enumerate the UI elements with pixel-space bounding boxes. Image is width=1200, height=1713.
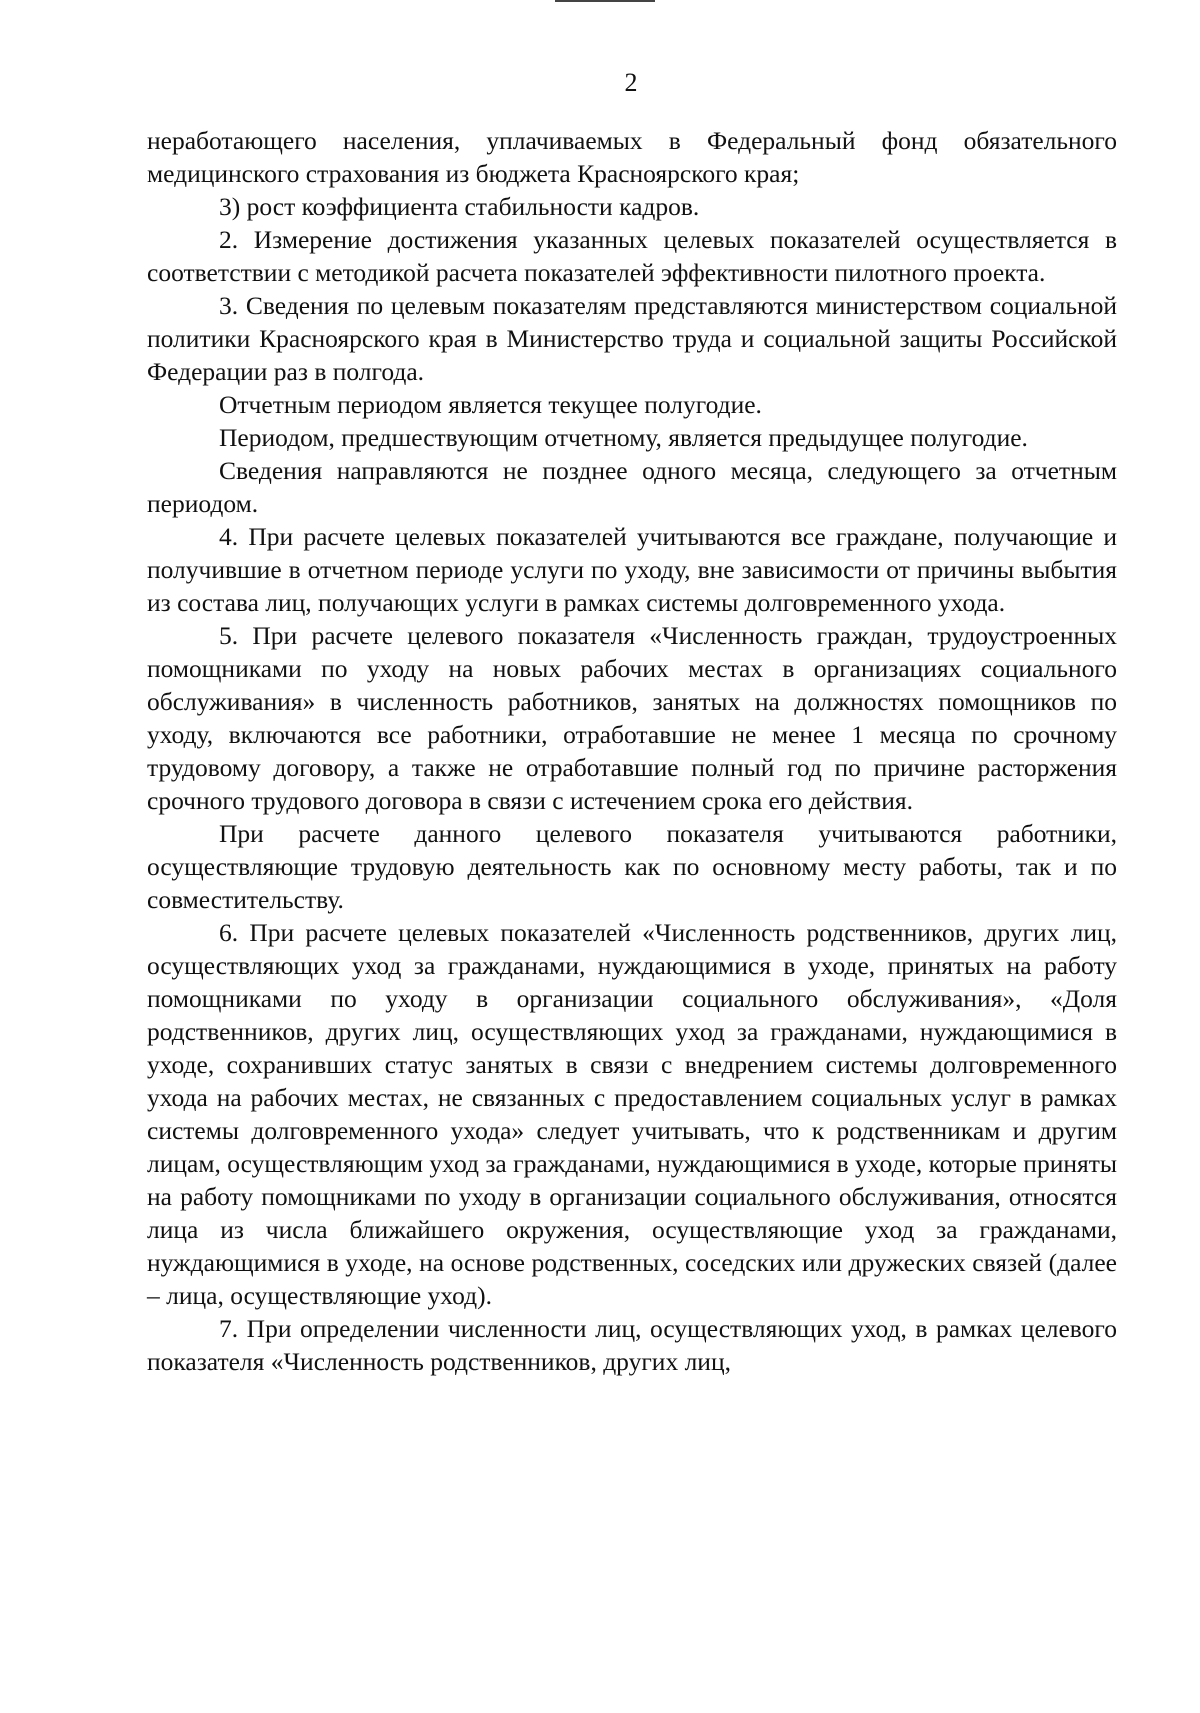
paragraph-item-3: 3) рост коэффициента стабильности кадров. [219, 192, 700, 221]
paragraph-point-3: 3. Сведения по целевым показателям представляются министерством социальной политики Красноярского края в Министерство труда и социальной защиты Российской Федерации раз в полгода. [147, 291, 1117, 386]
paragraph-continuation: неработающего населения, уплачиваемых в Федеральный фонд обязательного медицинского страхования из бюджета Красноярского края; [147, 126, 1117, 188]
paragraph-point-2: 2. Измерение достижения указанных целевых показателей осуществляется в соответствии с методикой расчета показателей эффективности пилотного проекта. [147, 225, 1117, 287]
paragraph-previous-period: Периодом, предшествующим отчетному, является предыдущее полугодие. [219, 423, 1028, 452]
paragraph-reporting-period: Отчетным периодом является текущее полугодие. [219, 390, 762, 419]
paragraph-point-5: 5. При расчете целевого показателя «Численность граждан, трудоустроенных помощниками по уходу на новых рабочих местах в организациях социального обслуживания» в численность работников, занятых на должностях помощников по уходу, включаются все работники, отработавшие не менее 1 месяца по срочному трудовому договору, а также не отработавшие полный год по причине расторжения срочного трудового договора в связи с истечением срока его действия. [147, 621, 1117, 815]
top-edge-mark [555, 0, 655, 2]
paragraph-point-4: 4. При расчете целевых показателей учитываются все граждане, получающие и получившие в отчетном периоде услуги по уходу, вне зависимости от причины выбытия из состава лиц, получающих услуги в рамках системы долговременного ухода. [147, 522, 1117, 617]
page-number: 2 [624, 68, 638, 97]
document-body [147, 124, 1117, 1378]
paragraph-point-5-workers: При расчете данного целевого показателя учитываются работники, осуществляющие трудовую деятельность как по основному месту работы, так и по совместительству. [147, 819, 1117, 914]
paragraph-point-7: 7. При определении численности лиц, осуществляющих уход, в рамках целевого показателя «Численность родственников, других лиц, [147, 1314, 1117, 1376]
paragraph-point-6: 6. При расчете целевых показателей «Численность родственников, других лиц, осуществляющих уход за гражданами, нуждающимися в уходе, принятых на работу помощниками по уходу в организации социального обслуживания», «Доля родственников, других лиц, осуществляющих уход за гражданами, нуждающимися в уходе, сохранивших статус занятых в связи с внедрением системы долговременного ухода на рабочих местах, не связанных с предоставлением социальных услуг в рамках системы долговременного ухода» следует учитывать, что к родственникам и другим лицам, осуществляющим уход за гражданами, нуждающимися в уходе, которые приняты на работу помощниками по уходу в организации социального обслуживания, относятся лица из числа ближайшего окружения, осуществляющие уход за гражданами, нуждающимися в уходе, на основе родственных, соседских или дружеских связей (далее – лица, осуществляющие уход). [147, 918, 1117, 1310]
paragraph-submission-deadline: Сведения направляются не позднее одного месяца, следующего за отчетным периодом. [147, 456, 1117, 518]
